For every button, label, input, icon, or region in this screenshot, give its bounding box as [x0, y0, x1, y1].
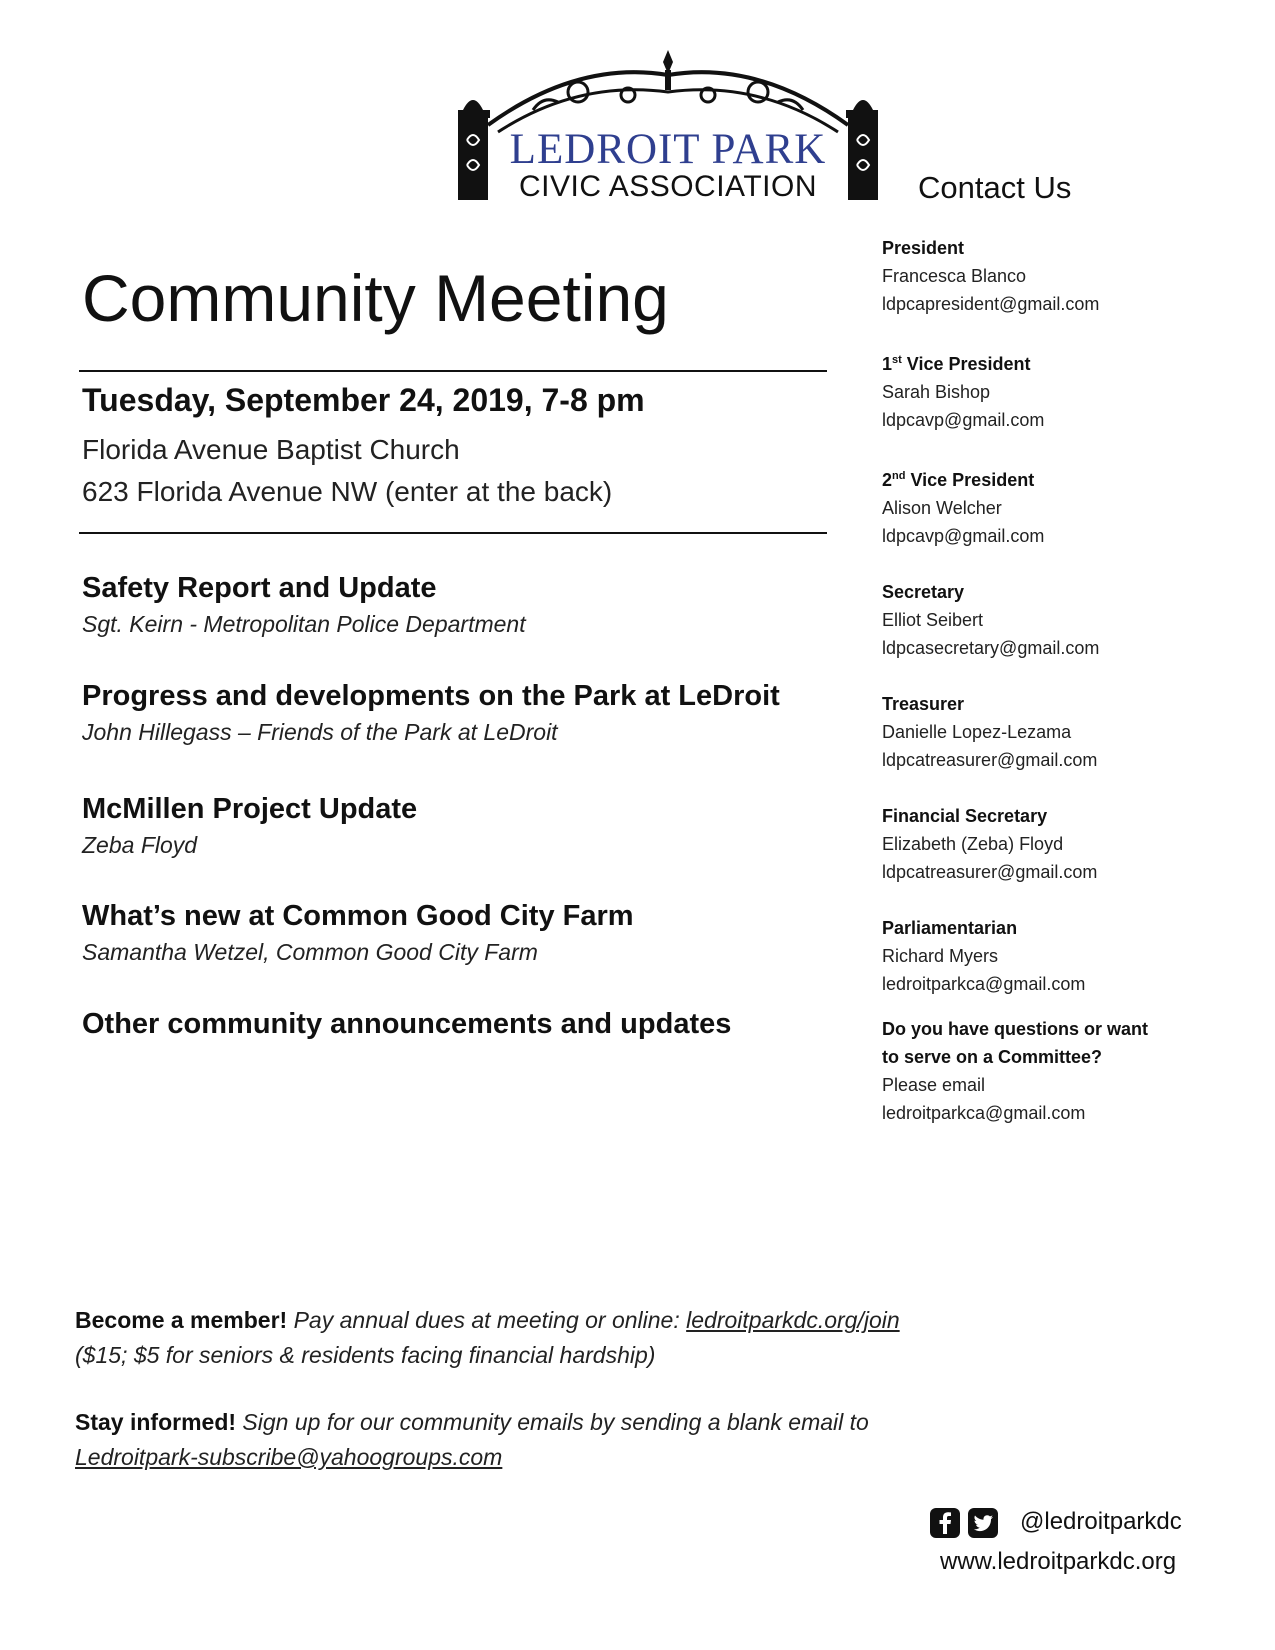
agenda-item [82, 793, 842, 859]
officer-secretary [882, 578, 1262, 662]
agenda-title: Safety Report and Update [82, 572, 437, 604]
officer-email[interactable]: ldpcatreasurer@gmail.com [882, 862, 1098, 882]
agenda-title: What’s new at Common Good City Farm [82, 900, 634, 932]
agenda-item [82, 572, 842, 638]
agenda-item [82, 1008, 842, 1041]
agenda-title: Other community announcements and updates [82, 1008, 732, 1040]
officer-role: President [882, 238, 965, 258]
subscribe-text: Sign up for our community emails by sending a blank email to [236, 1409, 869, 1435]
officer-email[interactable]: ldpcavp@gmail.com [882, 526, 1045, 546]
membership-heading: Become a member! [75, 1307, 288, 1333]
social-links [930, 1508, 1200, 1542]
subscribe-email-link[interactable]: Ledroitpark-subscribe@yahoogroups.com [75, 1444, 503, 1470]
divider [79, 370, 827, 372]
logo-subtitle: CIVIC ASSOCIATION [519, 170, 817, 203]
officer-name: Elizabeth (Zeba) Floyd [882, 834, 1064, 854]
officer-role: Parliamentarian [882, 918, 1018, 938]
agenda-presenter: John Hillegass – Friends of the Park at LeDroit [82, 719, 558, 746]
officer-name: Elliot Seibert [882, 610, 984, 630]
agenda-item [82, 680, 842, 746]
officer-email[interactable]: ldpcatreasurer@gmail.com [882, 750, 1098, 770]
officer-parliamentarian [882, 914, 1262, 998]
officer-email[interactable]: ldpcasecretary@gmail.com [882, 638, 1100, 658]
questions-email[interactable]: ledroitparkca@gmail.com [882, 1103, 1086, 1123]
officer-name: Richard Myers [882, 946, 999, 966]
venue-address: 623 Florida Avenue NW (enter at the back) [82, 476, 613, 507]
officer-name: Sarah Bishop [882, 382, 991, 402]
questions-prompt: Do you have questions or want to serve on a Committee? [882, 1019, 1149, 1067]
questions-note [882, 1015, 1162, 1127]
divider [79, 532, 827, 534]
subscribe-heading: Stay informed! [75, 1409, 237, 1435]
officer-name: Francesca Blanco [882, 266, 1027, 286]
subscribe-note [75, 1405, 869, 1475]
agenda-presenter: Zeba Floyd [82, 832, 198, 859]
officer-financial-secretary [882, 802, 1262, 886]
agenda-presenter: Samantha Wetzel, Common Good City Farm [82, 939, 538, 966]
officer-president [882, 234, 1262, 318]
agenda-title: McMillen Project Update [82, 793, 418, 825]
officer-email[interactable]: ldpcapresident@gmail.com [882, 294, 1100, 314]
officer-name: Danielle Lopez-Lezama [882, 722, 1072, 742]
agenda-title: Progress and developments on the Park at LeDroit [82, 680, 780, 712]
officer-treasurer [882, 690, 1262, 774]
website-link[interactable]: www.ledroitparkdc.org [940, 1548, 1177, 1575]
twitter-icon[interactable] [968, 1508, 998, 1538]
officer-email[interactable]: ldpcavp@gmail.com [882, 410, 1045, 430]
dues-info: ($15; $5 for seniors & residents facing financial hardship) [75, 1342, 656, 1368]
questions-text: Please email [882, 1075, 986, 1095]
meeting-date-time: Tuesday, September 24, 2019, 7-8 pm [82, 382, 645, 418]
logo-title: LEDROIT PARK [509, 126, 827, 173]
officer-name: Alison Welcher [882, 498, 1002, 518]
officer-role: 2nd Vice President [882, 470, 1035, 490]
officer-first-vice-president [882, 346, 1262, 434]
officer-role: Financial Secretary [882, 806, 1048, 826]
contact-heading: Contact Us [918, 170, 1072, 205]
officer-contacts [882, 234, 1262, 1026]
facebook-icon[interactable] [930, 1508, 960, 1538]
officer-second-vice-president [882, 462, 1262, 550]
venue-name: Florida Avenue Baptist Church [82, 434, 460, 465]
page-title: Community Meeting [82, 261, 669, 335]
officer-role: Treasurer [882, 694, 965, 714]
officer-role: Secretary [882, 582, 965, 602]
agenda-presenter: Sgt. Keirn - Metropolitan Police Department [82, 611, 526, 638]
association-logo [458, 50, 878, 203]
social-handle[interactable]: @ledroitparkdc [1020, 1508, 1182, 1535]
officer-email[interactable]: ledroitparkca@gmail.com [882, 974, 1086, 994]
agenda-item [82, 900, 842, 966]
membership-text: Pay annual dues at meeting or online: [287, 1307, 687, 1333]
membership-note [75, 1303, 900, 1373]
officer-role: 1st Vice President [882, 354, 1031, 374]
join-link[interactable]: ledroitparkdc.org/join [686, 1307, 900, 1333]
